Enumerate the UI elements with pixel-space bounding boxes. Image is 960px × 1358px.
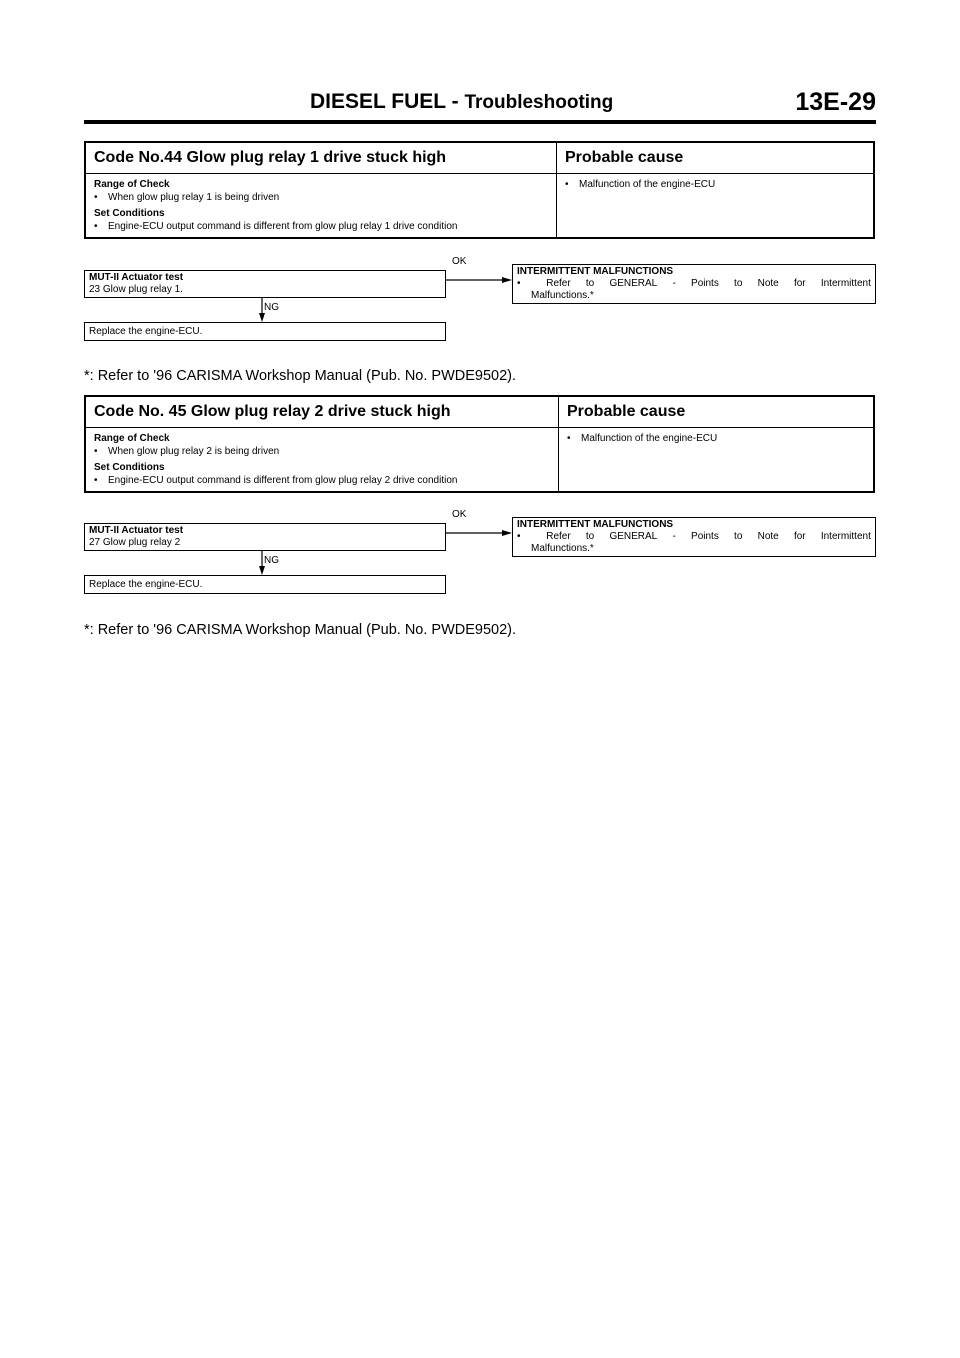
cause-item: • Malfunction of the engine-ECU [567,432,867,445]
range-item: • When glow plug relay 1 is being driven [94,191,550,204]
flowchart-code-44 [84,256,876,346]
ng-label: NG [264,302,279,313]
code-title: Code No.44 Glow plug relay 1 drive stuck high [86,143,557,173]
cause-item: • Malfunction of the engine-ECU [565,178,867,191]
replace-ecu-box: Replace the engine-ECU. [84,575,446,594]
probable-cause-title: Probable cause [565,149,684,166]
replace-ecu-box: Replace the engine-ECU. [84,322,446,341]
set-item: • Engine-ECU output command is different from glow plug relay 1 drive condition [94,220,550,233]
flowchart-code-45 [84,509,876,599]
intermittent-malfunctions-box: INTERMITTENT MALFUNCTIONS • Refer to GENERAL - Points to Note for Intermittent Malfunctions.* [512,264,876,304]
code-44-table [84,141,875,239]
code-title: Code No. 45 Glow plug relay 2 drive stuck high [86,397,559,427]
actuator-test-box: MUT-II Actuator test 23 Glow plug relay 1. [84,270,446,298]
footnote: *: Refer to '96 CARISMA Workshop Manual (Pub. No. PWDE9502). [84,622,517,638]
ng-label: NG [264,555,279,566]
range-item: • When glow plug relay 2 is being driven [94,445,552,458]
range-of-check-label: Range of Check [94,179,170,190]
code-45-table [84,395,875,493]
range-of-check-label: Range of Check [94,433,170,444]
page-header [84,88,876,124]
ok-label: OK [452,256,467,267]
page-title: DIESEL FUEL - Troubleshooting [310,90,614,113]
set-conditions-label: Set Conditions [94,208,165,219]
footnote: *: Refer to '96 CARISMA Workshop Manual (Pub. No. PWDE9502). [84,368,517,384]
intermittent-malfunctions-box: INTERMITTENT MALFUNCTIONS • Refer to GENERAL - Points to Note for Intermittent Malfunctions.* [512,517,876,557]
ok-label: OK [452,509,467,520]
set-item: • Engine-ECU output command is different from glow plug relay 2 drive condition [94,474,552,487]
actuator-test-box: MUT-II Actuator test 27 Glow plug relay 2 [84,523,446,551]
probable-cause-title: Probable cause [567,403,686,420]
set-conditions-label: Set Conditions [94,462,165,473]
page-number: 13E-29 [795,88,876,116]
